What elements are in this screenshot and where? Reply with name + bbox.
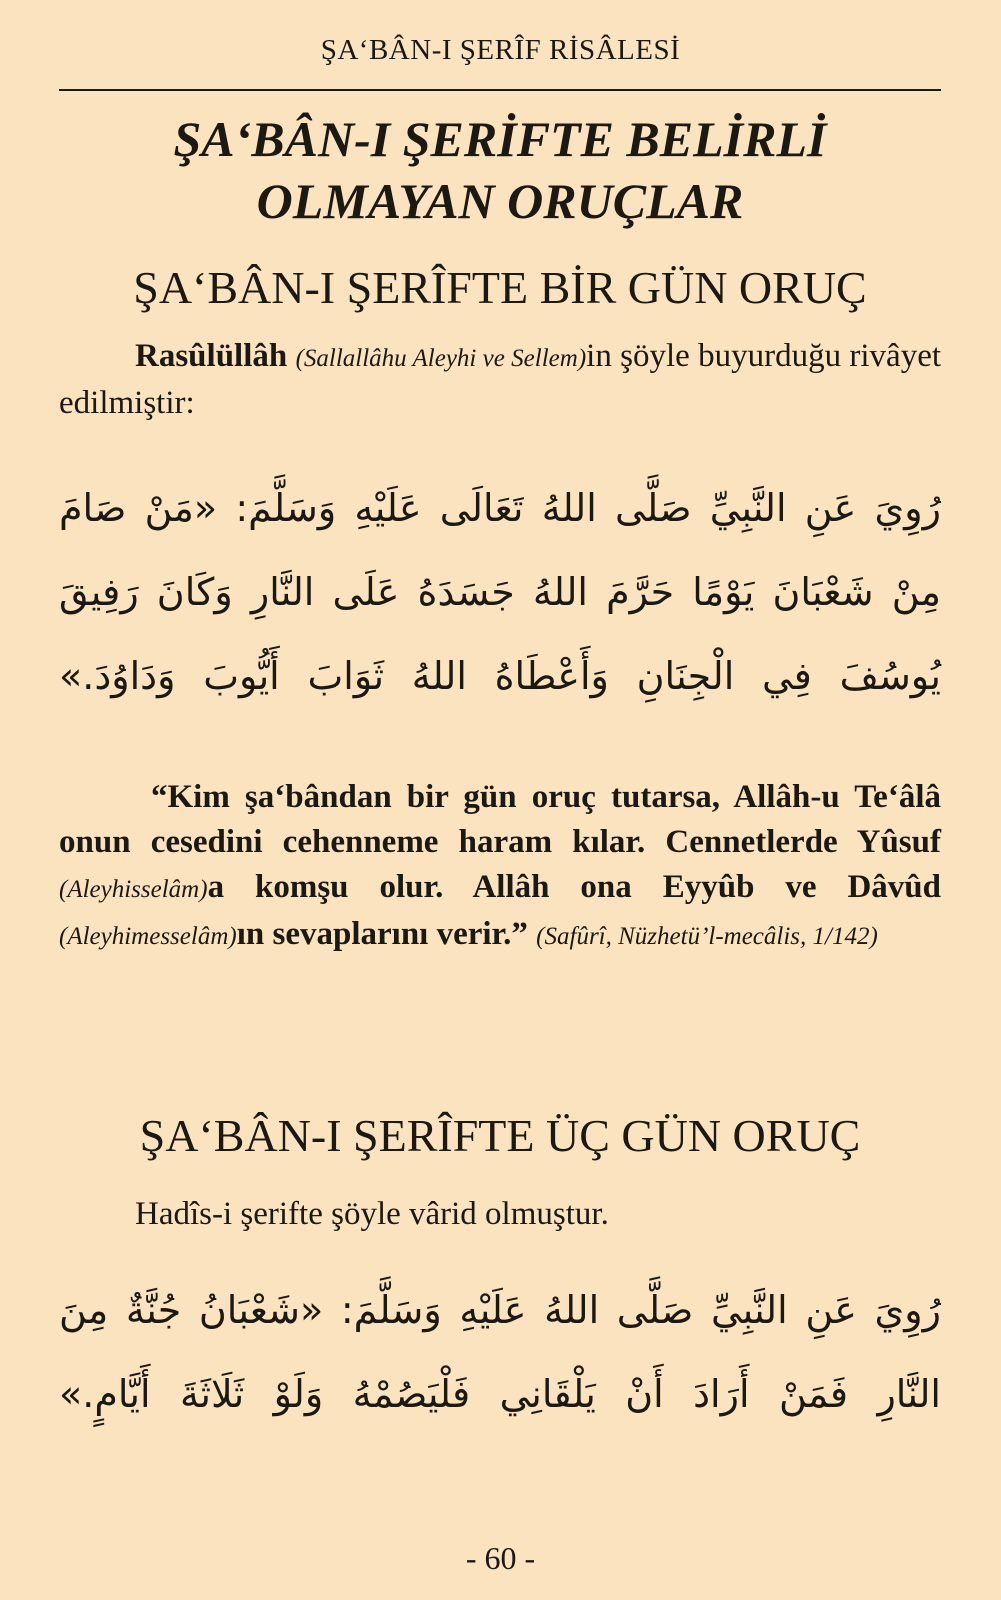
header-rule (59, 89, 941, 91)
section-heading-three-day-fast: ŞA‘BÂN-I ŞERÎFTE ÜÇ GÜN ORUÇ (139, 1110, 861, 1161)
chapter-title-line-1: ŞA‘BÂN-I ŞERİFTE BELİRLİ (173, 111, 827, 167)
chapter-title (59, 108, 941, 232)
arabic-hadith-one: رُوِيَ عَنِ النَّبِيِّ صَلَّى اللهُ تَعَالَى عَلَيْهِ وَسَلَّمَ: «مَنْ صَامَ مِنْ شَعْبَانَ يَوْمًا حَرَّمَ اللهُ جَسَدَهُ عَلَى النَّارِ وَكَانَ رَفِيقَ يُوسُفَ فِي الْجِنَانِ وَأَعْطَاهُ اللهُ ثَوَابَ أَيُّوبَ وَدَاوُدَ.» (59, 486, 941, 698)
arabic-hadith-two: رُوِيَ عَنِ النَّبِيِّ صَلَّى اللهُ عَلَيْهِ وَسَلَّمَ: «شَعْبَانُ جُنَّةٌ مِنَ النَّارِ فَمَنْ أَرَادَ أَنْ يَلْقَانِي فَلْيَصُمْهُ وَلَوْ ثَلَاثَةَ أَيَّامٍ.» (59, 1288, 941, 1416)
chapter-title-line-2: OLMAYAN ORUÇLAR (256, 173, 744, 229)
honorific-eyyub-davud: (Aleyhimesselâm) (59, 923, 237, 950)
quote-text-3: ın sevaplarını verir.” (236, 916, 537, 952)
hadith-translation-one (59, 775, 941, 959)
prophet-name: Rasûlüllâh (135, 338, 288, 374)
intro-text: in şöyle buyurduğu rivâyet edilmiştir: (59, 338, 942, 421)
running-header: ŞA‘BÂN-I ŞERÎF RİSÂLESİ (320, 34, 681, 66)
quote-text-2: a komşu olur. Allâh ona Eyyûb ve Dâvûd (207, 869, 941, 905)
quote-text-1: “Kim şa‘bândan bir gün oruç tutarsa, Allâh-u Te‘âlâ onun cesedini cehenneme haram kılar. Cennetlerde Yûsuf (59, 779, 941, 860)
section-heading-one-day-fast: ŞA‘BÂN-I ŞERÎFTE BİR GÜN ORUÇ (133, 262, 867, 313)
honorific-yusuf: (Aleyhisselâm) (59, 876, 208, 903)
section1-intro (59, 334, 941, 426)
page-number: - 60 - (465, 1540, 536, 1576)
section2-intro: Hadîs-i şerifte şöyle vârid olmuştur. (135, 1196, 609, 1232)
honorific: (Sallallâhu Aleyhi ve Sellem) (295, 345, 587, 372)
source-citation: (Safûrî, Nüzhetü’l-mecâlis, 1/142) (536, 923, 878, 950)
